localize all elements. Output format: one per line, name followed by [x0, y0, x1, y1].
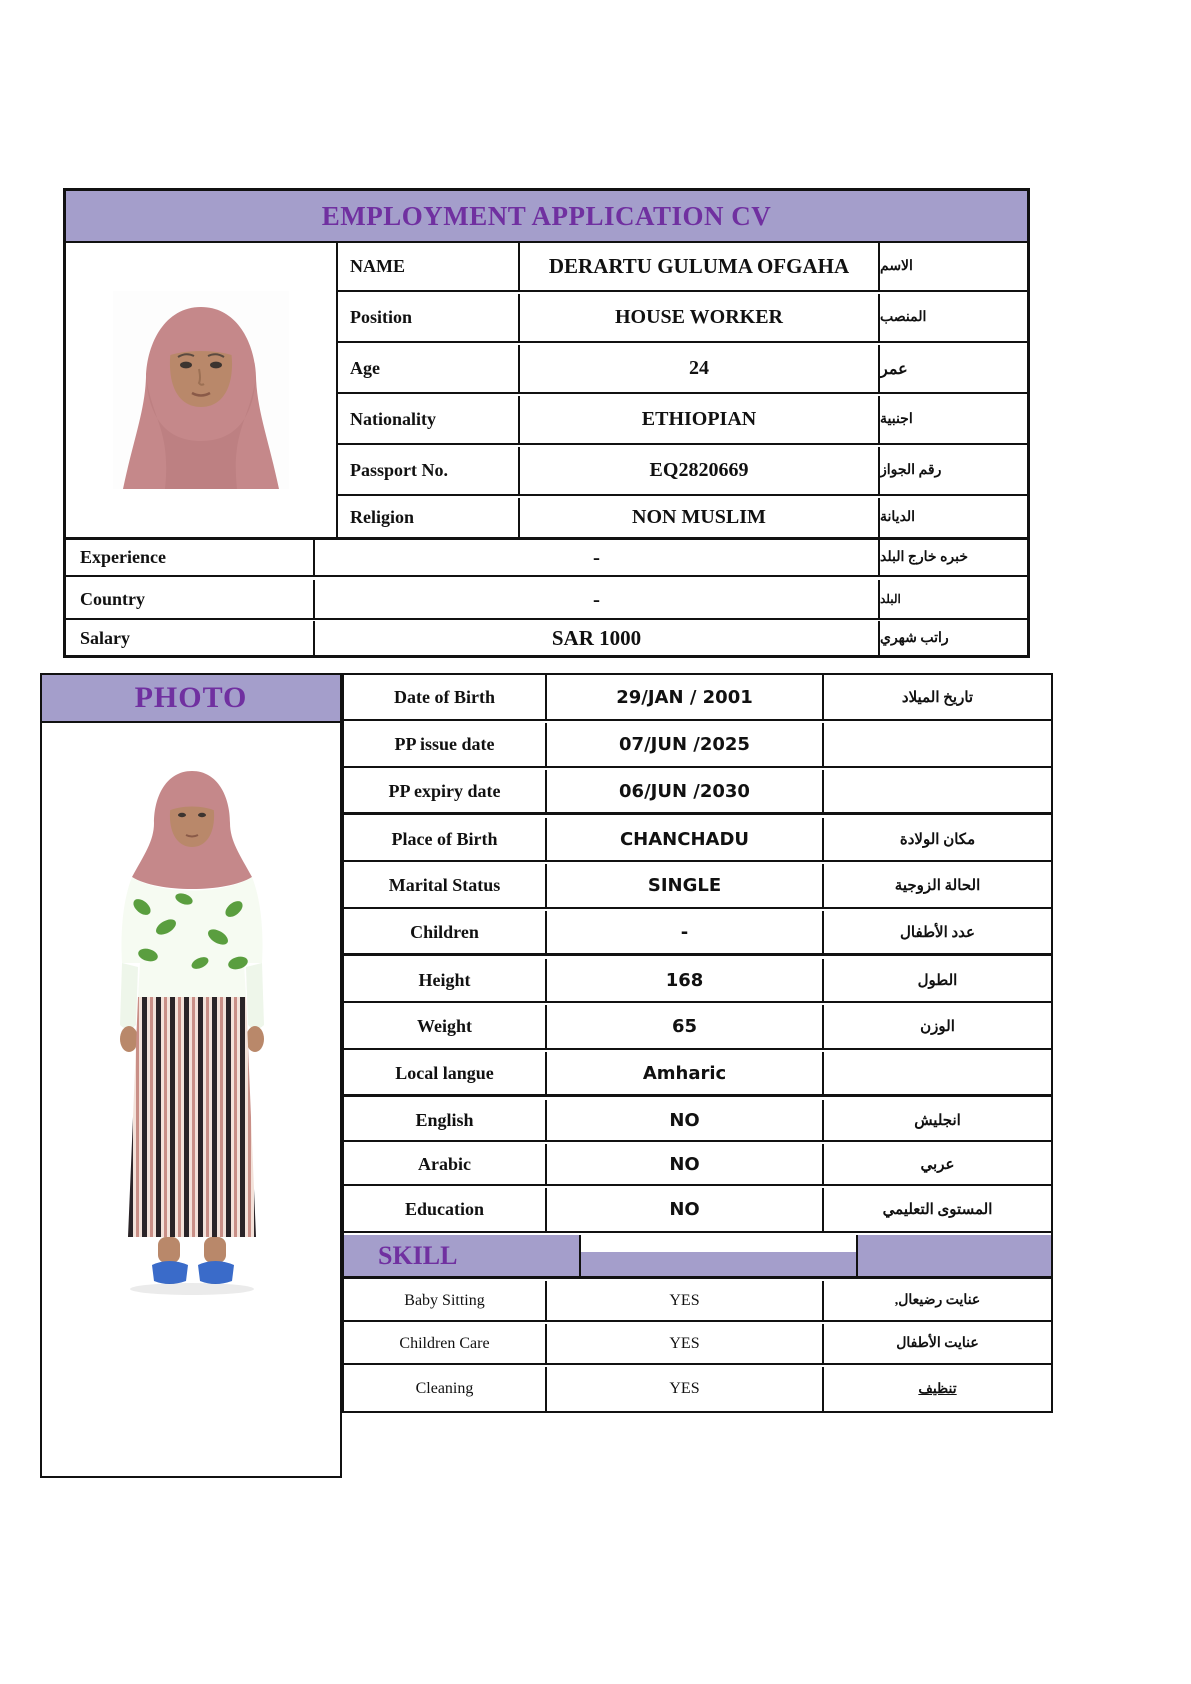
table-row: [344, 911, 1051, 956]
field-label: Children: [410, 921, 479, 942]
field-value: CHANCHADU: [545, 818, 822, 860]
field-label-arabic: اجنبية: [880, 412, 913, 427]
skill-label: Cleaning: [415, 1380, 474, 1397]
field-value: NO: [545, 1100, 822, 1140]
details-table: [342, 673, 1053, 1413]
field-label: Weight: [416, 1016, 472, 1036]
skill-value: YES: [545, 1367, 822, 1411]
headshot-photo-cell: [66, 243, 338, 537]
field-label: NAME: [338, 243, 520, 290]
field-label-arabic: الديانة: [880, 510, 916, 525]
skill-label-arabic: عنايت رضيعال,: [822, 1281, 1051, 1320]
field-value: DERARTU GULUMA OFGAHA: [520, 243, 880, 290]
table-row: [344, 723, 1051, 768]
field-label: Experience: [66, 540, 315, 575]
skill-label-arabic: عنايت الأطفال: [822, 1324, 1051, 1363]
field-label: Passport No.: [338, 447, 520, 494]
skill-label: Children Care: [399, 1334, 490, 1352]
field-label: Religion: [338, 498, 520, 537]
field-label: PP issue date: [394, 734, 495, 754]
field-label-arabic: عدد الأطفال: [822, 911, 1051, 953]
field-label: Education: [404, 1199, 485, 1219]
field-label: Date of Birth: [394, 686, 495, 707]
field-value: NO: [545, 1144, 822, 1184]
field-value: SINGLE: [545, 864, 822, 907]
skill-section-title-cell: [344, 1235, 579, 1276]
field-label-arabic: البلد: [880, 591, 901, 606]
field-label-arabic: الوزن: [822, 1005, 1051, 1048]
field-label-arabic: رقم الجواز: [880, 463, 942, 478]
field-value: Amharic: [545, 1052, 822, 1094]
field-label-arabic: [822, 1052, 1051, 1094]
table-row: [344, 1144, 1051, 1186]
table-row: [344, 1005, 1051, 1050]
table-row: [344, 1324, 1051, 1365]
skill-section-title: SKILL: [378, 1240, 458, 1270]
field-value: HOUSE WORKER: [520, 294, 880, 341]
table-row: [344, 1100, 1051, 1142]
table-row: [66, 621, 1027, 655]
fullbody-photo-cell: [40, 673, 342, 1478]
document-title: EMPLOYMENT APPLICATION CV: [321, 200, 772, 231]
table-row: [66, 580, 1027, 620]
field-label-arabic: الطول: [822, 959, 1051, 1001]
table-row: [338, 294, 1027, 343]
white-notch: [581, 1235, 856, 1252]
field-label: Nationality: [338, 396, 520, 443]
table-row: [344, 1188, 1051, 1233]
table-row: [66, 537, 1027, 577]
field-label-arabic: الاسم: [880, 259, 913, 274]
field-label: Arabic: [418, 1153, 471, 1174]
applicant-headshot-photo: [113, 291, 289, 489]
skill-value: YES: [545, 1281, 822, 1320]
field-label: Position: [338, 294, 520, 341]
field-label-arabic: عمر: [880, 360, 908, 378]
field-label-arabic: راتب شهري: [880, 630, 949, 646]
field-value: EQ2820669: [520, 447, 880, 494]
field-value: NON MUSLIM: [520, 498, 880, 537]
skill-header-arabic-cell: [856, 1235, 1051, 1276]
field-label: PP expiry date: [388, 780, 501, 801]
field-value: 24: [520, 345, 880, 392]
photo-section-title: PHOTO: [134, 681, 248, 714]
table-row: [344, 770, 1051, 815]
table-row: [344, 1281, 1051, 1322]
field-label: Place of Birth: [391, 828, 498, 849]
table-row: [338, 498, 1027, 537]
field-value: -: [545, 911, 822, 953]
field-label-arabic: المستوى التعليمي: [822, 1188, 1051, 1231]
field-value: 07/JUN /2025: [545, 723, 822, 766]
skill-value: YES: [545, 1324, 822, 1363]
applicant-summary-table: [63, 188, 1030, 658]
field-label-arabic: المنصب: [880, 310, 927, 325]
field-label-arabic: [822, 770, 1051, 812]
field-value: -: [315, 580, 880, 618]
field-label-arabic: [822, 723, 1051, 766]
field-label-arabic: انجليش: [822, 1100, 1051, 1140]
table-row: [344, 959, 1051, 1003]
field-label-arabic: عربي: [822, 1144, 1051, 1184]
field-value: -: [315, 540, 880, 575]
skill-header-value-cell: [579, 1235, 856, 1276]
field-label-arabic: خبره خارج البلد: [880, 550, 969, 565]
applicant-fullbody-photo: [114, 767, 270, 1297]
table-row: [344, 864, 1051, 909]
field-label-arabic: الحالة الزوجية: [822, 864, 1051, 907]
table-row: [338, 396, 1027, 445]
field-label: Salary: [66, 621, 315, 655]
field-value: 65: [545, 1005, 822, 1048]
field-label: Marital Status: [388, 875, 501, 895]
table-row: [338, 447, 1027, 496]
field-value: 06/JUN /2030: [545, 770, 822, 812]
field-label: Country: [66, 580, 315, 618]
field-value: SAR 1000: [315, 621, 880, 655]
field-label: English: [415, 1109, 474, 1130]
table-row: [344, 818, 1051, 862]
table-row: [344, 675, 1051, 721]
table-row: [344, 1052, 1051, 1097]
field-value: 29/JAN / 2001: [545, 675, 822, 719]
field-label: Age: [338, 345, 520, 392]
table-row: [338, 345, 1027, 394]
field-label: Local langue: [395, 1062, 494, 1083]
photo-section-header: [42, 675, 340, 723]
field-label-arabic: تاريخ الميلاد: [822, 675, 1051, 719]
skill-label-arabic: تنظيف: [822, 1367, 1051, 1411]
table-row: [338, 243, 1027, 292]
field-value: ETHIOPIAN: [520, 396, 880, 443]
field-value: 168: [545, 959, 822, 1001]
document-title-bar: [66, 191, 1027, 243]
skill-label: Baby Sitting: [404, 1291, 485, 1309]
field-label: Height: [418, 969, 471, 990]
table-row: [344, 1367, 1051, 1411]
field-value: NO: [545, 1188, 822, 1231]
field-label-arabic: مكان الولادة: [822, 818, 1051, 860]
skill-section-header-row: [344, 1235, 1051, 1279]
